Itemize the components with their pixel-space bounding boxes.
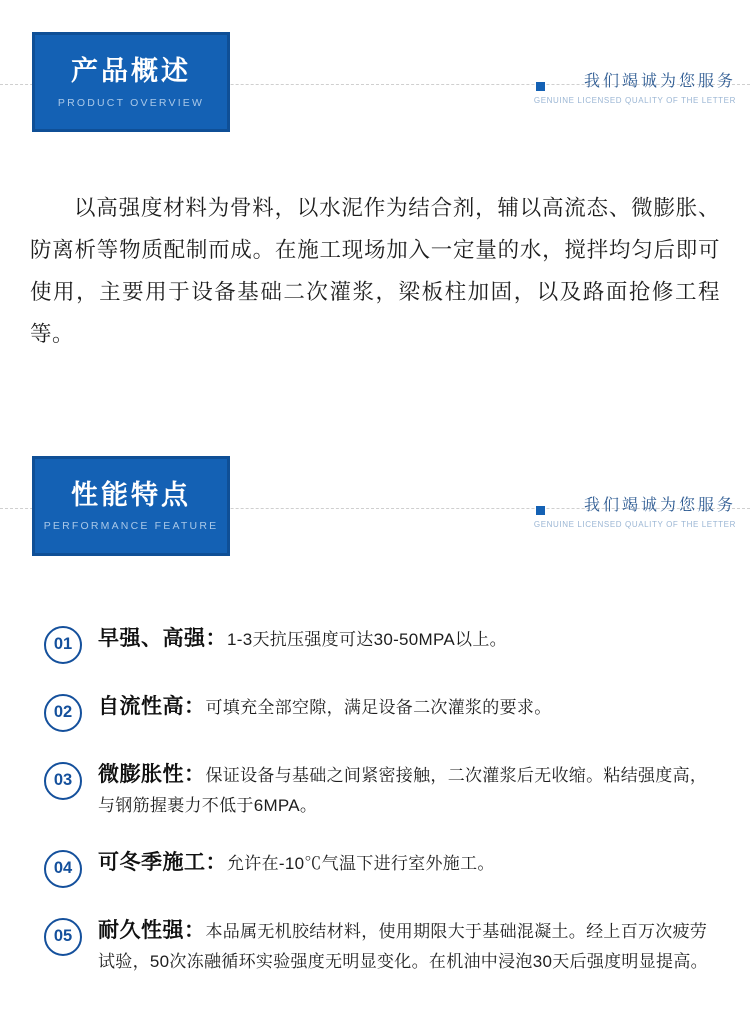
section-title-cn: 性能特点 — [71, 479, 191, 510]
product-overview-paragraph: 以高强度材料为骨料，以水泥作为结合剂，辅以高流态、微膨胀、防离析等物质配制而成。在施工现场加入一定量的水，搅拌均匀后即可使用，主要用于设备基础二次灌浆，梁板柱加固，以及路面抢修工程等。 — [30, 196, 720, 346]
slogan-block — [534, 492, 736, 529]
feature-number-badge: 03 — [44, 762, 82, 800]
feature-description: 允许在-10℃气温下进行室外施工。 — [227, 853, 495, 873]
slogan-en: GENUINE LICENSED QUALITY OF THE LETTER — [533, 519, 736, 529]
slogan-cn: 我们竭诚为您服务 — [583, 73, 736, 90]
feature-text — [98, 690, 552, 724]
feature-list — [0, 622, 750, 976]
slogan-en: GENUINE LICENSED QUALITY OF THE LETTER — [533, 96, 736, 105]
section-title-en: PRODUCT OVERVIEW — [57, 96, 205, 109]
feature-number-badge: 05 — [44, 918, 82, 956]
feature-text — [98, 622, 507, 656]
list-item — [44, 622, 724, 664]
list-item — [44, 914, 724, 976]
list-item — [44, 690, 724, 732]
feature-title: 自流性高： — [98, 694, 206, 718]
feature-text — [98, 758, 724, 820]
section-badge-performance-feature — [32, 456, 230, 556]
section-title-en: PERFORMANCE FEATURE — [43, 520, 219, 533]
feature-text — [98, 914, 724, 976]
section-header-product-overview — [0, 32, 750, 142]
feature-title: 耐久性强： — [98, 918, 206, 942]
feature-number-badge: 01 — [44, 626, 82, 664]
list-item — [44, 846, 724, 888]
feature-description: 可填充全部空隙，满足设备二次灌浆的要求。 — [205, 697, 552, 717]
feature-description: 保证设备与基础之间紧密接触，二次灌浆后无收缩。粘结强度高，与钢筋握裹力不低于6MPA。 — [98, 765, 708, 815]
feature-title: 微膨胀性： — [98, 762, 206, 786]
feature-description: 本品属无机胶结材料，使用期限大于基础混凝土。经上百万次疲劳试验，50次冻融循环实验强度无明显变化。在机油中浸泡30天后强度明显提高。 — [98, 921, 708, 971]
section-header-performance-feature — [0, 456, 750, 566]
list-item — [44, 758, 724, 820]
feature-number-badge: 04 — [44, 850, 82, 888]
feature-title: 可冬季施工： — [98, 850, 227, 874]
section-title-cn: 产品概述 — [71, 56, 191, 87]
section-badge-product-overview — [32, 32, 230, 132]
feature-number-badge: 02 — [44, 694, 82, 732]
feature-title: 早强、高强： — [98, 626, 227, 650]
slogan-cn: 我们竭诚为您服务 — [583, 496, 736, 514]
slogan-block — [534, 68, 736, 105]
feature-text — [98, 846, 495, 880]
feature-description: 1-3天抗压强度可达30-50MPA以上。 — [227, 629, 507, 649]
